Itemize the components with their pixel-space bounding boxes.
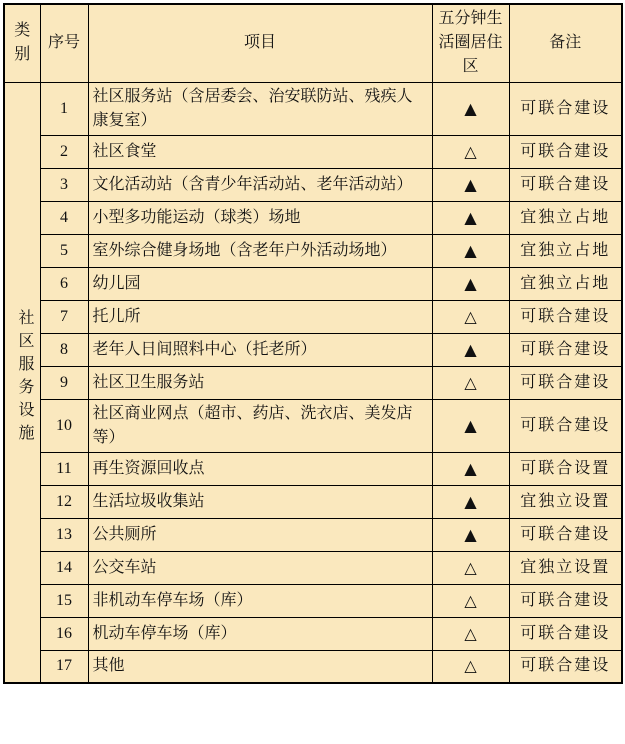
triangle-icon: △ (432, 366, 509, 399)
row-no: 14 (40, 551, 88, 584)
row-item: 小型多功能运动（球类）场地 (88, 201, 432, 234)
table-row (4, 617, 622, 650)
row-item: 机动车停车场（库） (88, 617, 432, 650)
table-row (4, 650, 622, 683)
table-row (4, 485, 622, 518)
facilities-table (3, 3, 623, 684)
row-remark: 可联合建设 (509, 584, 622, 617)
row-no: 3 (40, 168, 88, 201)
category-cell (4, 82, 40, 683)
table-body (4, 82, 622, 683)
triangle-icon: ▲ (432, 201, 509, 234)
row-remark: 可联合建设 (509, 300, 622, 333)
row-remark: 可联合建设 (509, 518, 622, 551)
triangle-icon: ▲ (432, 333, 509, 366)
triangle-icon: ▲ (432, 452, 509, 485)
row-remark: 可联合建设 (509, 650, 622, 683)
row-item: 社区卫生服务站 (88, 366, 432, 399)
row-remark: 宜独立设置 (509, 551, 622, 584)
row-remark: 宜独立设置 (509, 485, 622, 518)
row-item: 公共厕所 (88, 518, 432, 551)
row-no: 13 (40, 518, 88, 551)
table-row (4, 452, 622, 485)
table-row (4, 300, 622, 333)
row-item: 室外综合健身场地（含老年户外活动场地） (88, 234, 432, 267)
row-no: 2 (40, 135, 88, 168)
row-no: 15 (40, 584, 88, 617)
row-no: 4 (40, 201, 88, 234)
row-item: 生活垃圾收集站 (88, 485, 432, 518)
table-row (4, 399, 622, 452)
triangle-icon: ▲ (432, 399, 509, 452)
row-item: 公交车站 (88, 551, 432, 584)
table-row (4, 82, 622, 135)
table-row (4, 201, 622, 234)
row-no: 8 (40, 333, 88, 366)
row-no: 6 (40, 267, 88, 300)
row-item: 幼儿园 (88, 267, 432, 300)
row-item: 文化活动站（含青少年活动站、老年活动站） (88, 168, 432, 201)
table-row (4, 584, 622, 617)
triangle-icon: ▲ (432, 82, 509, 135)
row-remark: 可联合建设 (509, 168, 622, 201)
triangle-icon: ▲ (432, 168, 509, 201)
row-no: 7 (40, 300, 88, 333)
row-item: 再生资源回收点 (88, 452, 432, 485)
row-item: 非机动车停车场（库） (88, 584, 432, 617)
row-no: 5 (40, 234, 88, 267)
row-remark: 可联合建设 (509, 399, 622, 452)
row-item: 社区食堂 (88, 135, 432, 168)
triangle-icon: △ (432, 617, 509, 650)
header-category: 类别 (4, 4, 40, 82)
row-item: 社区商业网点（超市、药店、洗衣店、美发店等） (88, 399, 432, 452)
header-remark: 备注 (509, 4, 622, 82)
table-row (4, 518, 622, 551)
row-remark: 宜独立占地 (509, 267, 622, 300)
table-row (4, 551, 622, 584)
row-item: 老年人日间照料中心（托老所） (88, 333, 432, 366)
triangle-icon: ▲ (432, 518, 509, 551)
header-no: 序号 (40, 4, 88, 82)
row-no: 9 (40, 366, 88, 399)
table-row (4, 135, 622, 168)
table-row (4, 333, 622, 366)
table-row (4, 168, 622, 201)
row-remark: 可联合建设 (509, 82, 622, 135)
row-remark: 宜独立占地 (509, 234, 622, 267)
table-header-row (4, 4, 622, 82)
row-no: 11 (40, 452, 88, 485)
row-remark: 可联合建设 (509, 617, 622, 650)
table-row (4, 234, 622, 267)
category-label: 社区服务设施 (16, 309, 33, 448)
row-no: 10 (40, 399, 88, 452)
triangle-icon: ▲ (432, 234, 509, 267)
row-no: 12 (40, 485, 88, 518)
triangle-icon: ▲ (432, 267, 509, 300)
row-remark: 可联合建设 (509, 135, 622, 168)
row-no: 1 (40, 82, 88, 135)
triangle-icon: △ (432, 135, 509, 168)
header-item: 项目 (88, 4, 432, 82)
header-five-minute-circle: 五分钟生活圈居住区 (432, 4, 509, 82)
table-row (4, 366, 622, 399)
triangle-icon: △ (432, 551, 509, 584)
row-no: 17 (40, 650, 88, 683)
row-remark: 可联合建设 (509, 366, 622, 399)
triangle-icon: △ (432, 584, 509, 617)
row-item: 其他 (88, 650, 432, 683)
triangle-icon: △ (432, 650, 509, 683)
row-remark: 可联合设置 (509, 452, 622, 485)
row-no: 16 (40, 617, 88, 650)
row-item: 托儿所 (88, 300, 432, 333)
triangle-icon: ▲ (432, 485, 509, 518)
table-row (4, 267, 622, 300)
row-remark: 可联合建设 (509, 333, 622, 366)
row-remark: 宜独立占地 (509, 201, 622, 234)
triangle-icon: △ (432, 300, 509, 333)
row-item: 社区服务站（含居委会、治安联防站、残疾人康复室） (88, 82, 432, 135)
